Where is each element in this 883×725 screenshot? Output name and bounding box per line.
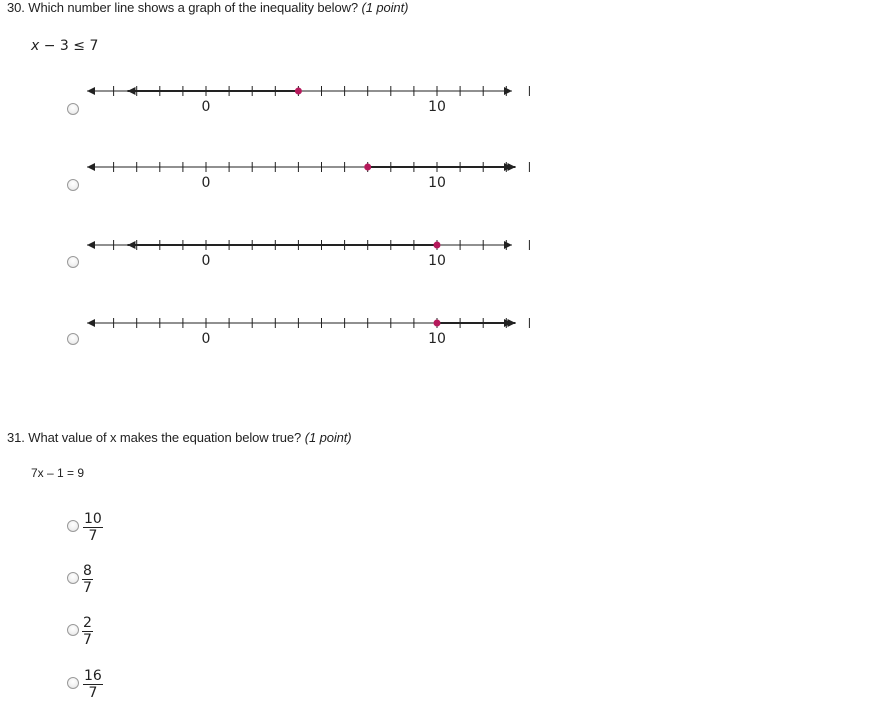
points-label: (1 point) xyxy=(361,0,409,15)
radio-button[interactable] xyxy=(67,103,79,115)
axis-arrow-right xyxy=(504,87,512,95)
axis-arrow-right xyxy=(504,241,512,249)
axis-arrow-left xyxy=(87,241,95,249)
radio-button[interactable] xyxy=(67,179,79,191)
fraction-denominator: 7 xyxy=(83,632,92,648)
radio-button[interactable] xyxy=(67,333,79,345)
tick-label-zero: 0 xyxy=(201,331,211,347)
tick-label-ten: 10 xyxy=(428,253,446,269)
radio-button[interactable] xyxy=(67,256,79,268)
fraction-answer xyxy=(83,668,103,701)
fraction-denominator: 7 xyxy=(88,685,98,701)
tick-label-ten: 10 xyxy=(428,331,446,347)
graph-arrow-right xyxy=(508,163,516,171)
number-line xyxy=(80,76,520,115)
number-line xyxy=(80,152,520,191)
number-line xyxy=(80,230,520,269)
radio-button[interactable] xyxy=(67,572,79,584)
expression-variable: x xyxy=(31,38,40,54)
tick-label-ten: 10 xyxy=(428,99,446,115)
radio-button[interactable] xyxy=(67,624,79,636)
fraction-denominator: 7 xyxy=(83,580,92,596)
endpoint-dot xyxy=(434,320,441,327)
graph-arrow-left xyxy=(127,87,135,95)
fraction-numerator: 10 xyxy=(84,511,102,527)
tick-label-zero: 0 xyxy=(201,175,211,191)
fraction-denominator: 7 xyxy=(88,528,98,544)
question-number: 31. xyxy=(7,430,25,445)
tick-label-ten: 10 xyxy=(428,175,446,191)
question-number: 30. xyxy=(7,0,25,15)
endpoint-dot xyxy=(295,88,302,95)
fraction-numerator: 2 xyxy=(83,615,92,631)
endpoint-dot xyxy=(364,164,371,171)
graph-arrow-right xyxy=(508,319,516,327)
axis-arrow-left xyxy=(87,163,95,171)
question-prompt: What value of x makes the equation below true? xyxy=(28,430,302,445)
tick-label-zero: 0 xyxy=(201,99,211,115)
axis-arrow-left xyxy=(87,87,95,95)
radio-button[interactable] xyxy=(67,677,79,689)
fraction-answer xyxy=(83,511,103,544)
question-31-header xyxy=(7,430,352,445)
expression-rest: − 3 ≤ 7 xyxy=(39,38,99,54)
fraction-numerator: 8 xyxy=(83,563,92,579)
fraction-answer xyxy=(82,615,93,648)
tick-label-zero: 0 xyxy=(201,253,211,269)
number-line xyxy=(80,308,520,347)
question-30-header xyxy=(7,0,408,15)
equation-expression: 7x – 1 = 9 xyxy=(31,466,85,480)
graph-arrow-left xyxy=(127,241,135,249)
points-label: (1 point) xyxy=(304,430,352,445)
radio-button[interactable] xyxy=(67,520,79,532)
inequality-expression xyxy=(31,38,98,54)
fraction-answer xyxy=(82,563,93,596)
endpoint-dot xyxy=(434,242,441,249)
fraction-numerator: 16 xyxy=(84,668,102,684)
question-prompt: Which number line shows a graph of the inequality below? xyxy=(28,0,358,15)
axis-arrow-left xyxy=(87,319,95,327)
